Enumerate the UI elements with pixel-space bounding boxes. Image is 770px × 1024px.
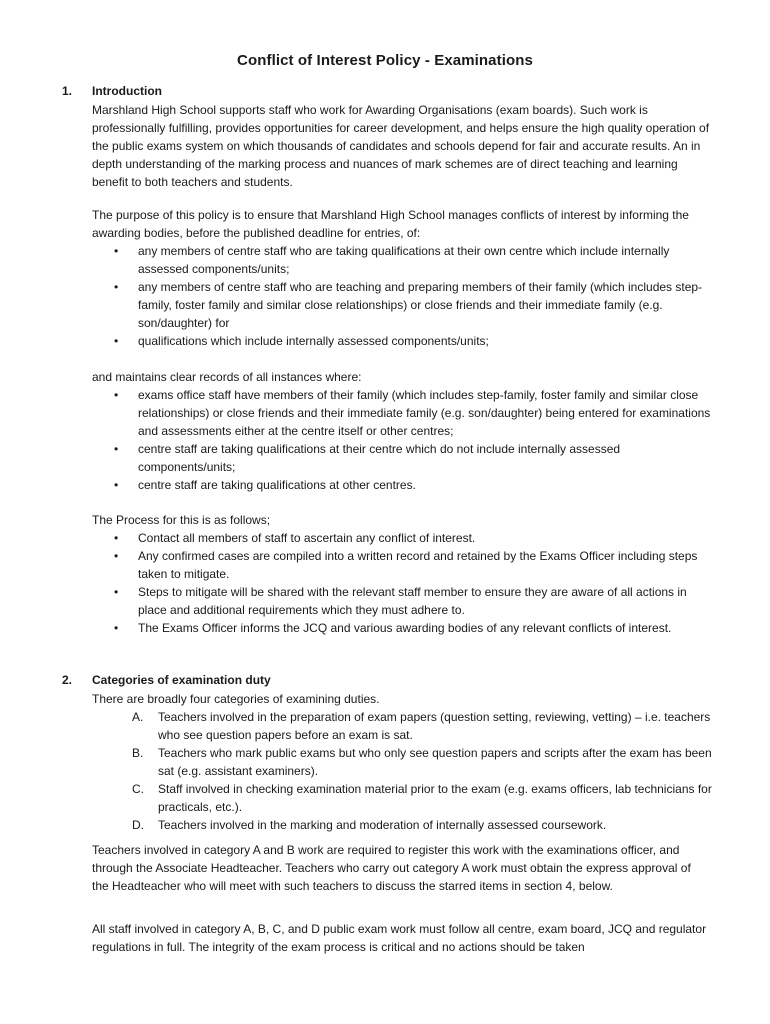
- list-item: • centre staff are taking qualifications at their centre which do not include internally assessed components/units;: [114, 442, 621, 474]
- bullet-icon: •: [114, 334, 119, 348]
- list-item: • exams office staff have members of their family (which includes step-family, foster family and similar close relationships) or close friends and their immediate family (e.g. son/daughter) being entered for examinations and assessments either at the centre itself or other centres;: [114, 388, 711, 438]
- section-2-heading: Categories of examination duty: [92, 673, 271, 687]
- bullet-icon: •: [114, 478, 119, 492]
- bullet-icon: •: [114, 280, 119, 294]
- records-paragraph: and maintains clear records of all instances where:: [92, 370, 362, 384]
- list-item: D. Teachers involved in the marking and moderation of internally assessed coursework.: [132, 818, 607, 832]
- registration-paragraph: Teachers involved in category A and B work are required to register this work with the examinations officer, and through the Associate Headteacher. Teachers who carry out category A work must obtain the express approval of the Headteacher who will meet with such teachers to discuss the starred items in section 4, below.: [92, 843, 691, 893]
- duty-categories-list: [92, 708, 712, 834]
- section-1-number: 1.: [62, 84, 73, 98]
- bullet-icon: •: [114, 244, 119, 258]
- list-item: • Steps to mitigate will be shared with the relevant staff member to ensure they are aware of all actions in place and additional requirements which they must adhere to.: [114, 585, 687, 617]
- list-item: • centre staff are taking qualifications at other centres.: [114, 478, 416, 492]
- bullet-icon: •: [114, 531, 119, 545]
- page-title: Conflict of Interest Policy - Examinations: [237, 52, 533, 69]
- purpose-list: [92, 242, 712, 350]
- list-item: C. Staff involved in checking examination material prior to the exam (e.g. exams officers, lab technicians for practicals, etc.).: [132, 782, 712, 814]
- list-item: • qualifications which include internally assessed components/units;: [114, 334, 489, 348]
- list-item: • The Exams Officer informs the JCQ and various awarding bodies of any relevant conflicts of interest.: [114, 621, 672, 635]
- list-item: • Contact all members of staff to ascertain any conflict of interest.: [114, 531, 476, 545]
- bullet-icon: •: [114, 442, 119, 456]
- process-paragraph: The Process for this is as follows;: [92, 513, 271, 527]
- purpose-paragraph: The purpose of this policy is to ensure that Marshland High School manages conflicts of interest by informing the awarding bodies, before the published deadline for entries, of:: [92, 208, 689, 240]
- bullet-icon: •: [114, 388, 119, 402]
- section-1-heading: Introduction: [92, 84, 162, 98]
- list-item: • Any confirmed cases are compiled into a written record and retained by the Exams Officer including steps taken to mitigate.: [114, 549, 698, 581]
- section-2-intro: There are broadly four categories of examining duties.: [92, 692, 380, 706]
- list-item: A. Teachers involved in the preparation of exam papers (question setting, reviewing, vetting) – i.e. teachers who see question papers before an exam is sat.: [132, 710, 711, 742]
- bullet-icon: •: [114, 585, 119, 599]
- records-list: [92, 386, 712, 494]
- bullet-icon: •: [114, 549, 119, 563]
- bullet-icon: •: [114, 621, 119, 635]
- list-item: • any members of centre staff who are teaching and preparing members of their family (which includes step-family, foster family and similar close relationships) or close friends and their immediate family (e.g. son/daughter) for: [114, 280, 703, 330]
- section-1-intro: Marshland High School supports staff who work for Awarding Organisations (exam boards). Such work is professionally fulfilling, provides opportunities for career development, and helps ensure the high quality operation of the public exams system on which thousands of candidates and schools depend for fair and accurate results. An in depth understanding of the marking process and nuances of mark schemes are of direct teaching and learning benefit to both teachers and students.: [92, 103, 710, 189]
- list-item: B. Teachers who mark public exams but who only see question papers and scripts after the exam has been sat (e.g. assistant examiners).: [132, 746, 712, 778]
- list-item: • any members of centre staff who are taking qualifications at their own centre which include internally assessed components/units;: [114, 244, 670, 276]
- process-list: [92, 529, 712, 637]
- regulations-paragraph: All staff involved in category A, B, C, and D public exam work must follow all centre, exam board, JCQ and regulator regulations in full. The integrity of the exam process is critical and no actions should be taken: [92, 922, 707, 954]
- section-2-number: 2.: [62, 673, 73, 687]
